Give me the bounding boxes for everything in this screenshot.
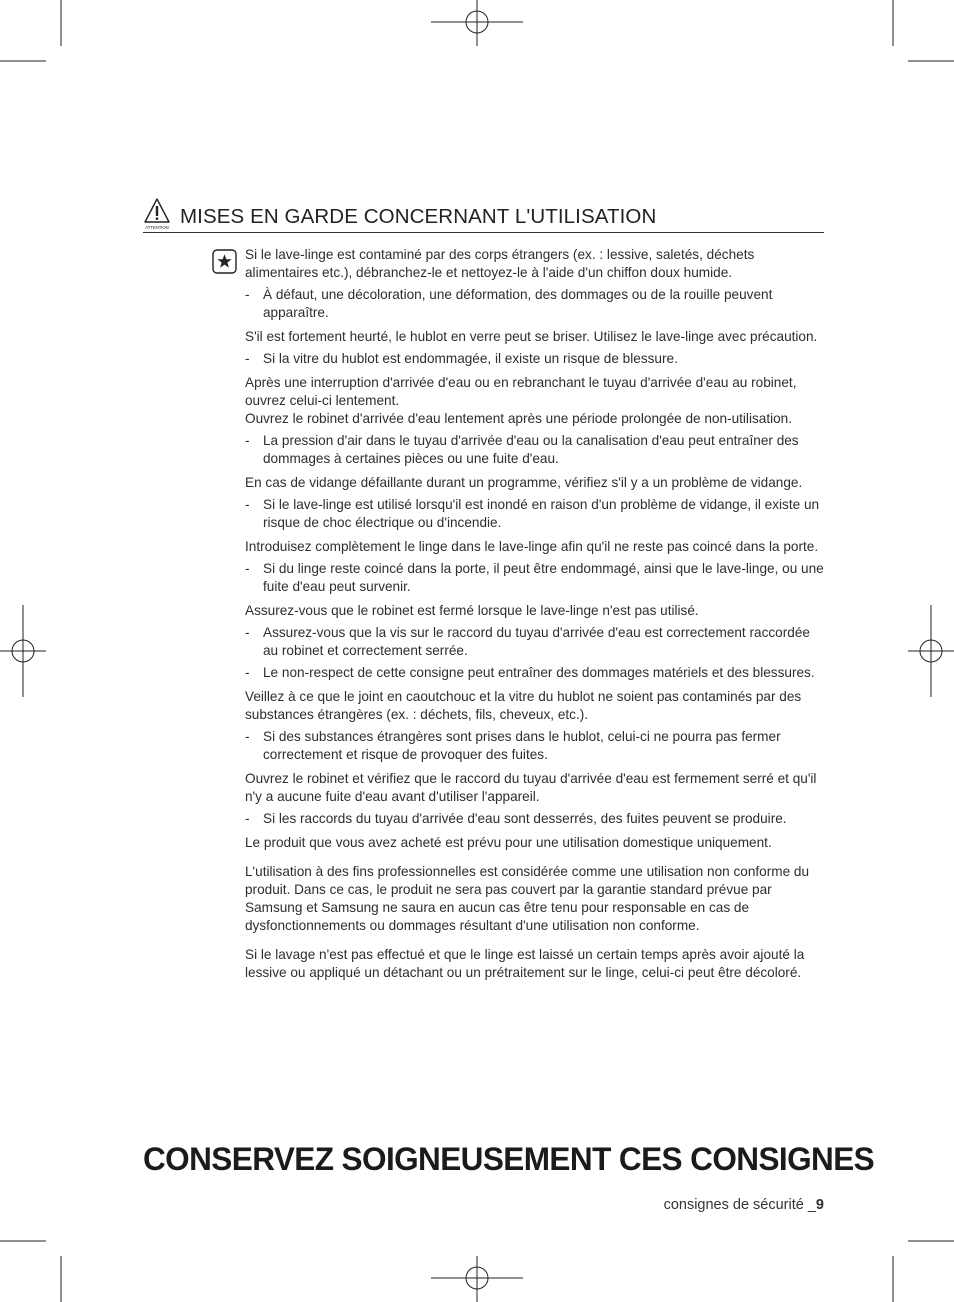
warning-text: Assurez-vous que le robinet est fermé lorsque le lave-linge n'est pas utilisé. — [245, 603, 699, 618]
warning-text: En cas de vidange défaillante durant un programme, vérifiez s'il y a un problème de vidange. — [245, 475, 803, 490]
warning-icon-label: ATTENTION — [145, 225, 169, 230]
section-header — [143, 197, 824, 233]
warning-triangle-icon — [143, 197, 171, 231]
warning-block — [245, 246, 827, 322]
warning-block — [245, 602, 827, 682]
warning-bullet — [245, 496, 827, 532]
warning-block — [245, 863, 827, 935]
warning-text: S'il est fortement heurté, le hublot en verre peut se briser. Utilisez le lave-linge avec précaution. — [245, 329, 818, 344]
bullet-dash: - — [245, 729, 250, 744]
warning-text: Le produit que vous avez acheté est prévu pour une utilisation domestique uniquement. — [245, 835, 772, 850]
warnings-body — [245, 246, 827, 993]
warning-bullet — [245, 728, 827, 764]
footer-label: consignes de sécurité — [663, 1197, 804, 1213]
bullet-dash: - — [245, 351, 250, 366]
warning-block — [245, 474, 827, 532]
bullet-dash: - — [245, 287, 250, 302]
bullet-text: Si des substances étrangères sont prises dans le hublot, celui-ci ne pourra pas fermer correctement et risque de provoquer des fuites. — [263, 729, 781, 762]
warning-block — [245, 770, 827, 828]
warning-bullet — [245, 432, 827, 468]
warning-bullet — [245, 624, 827, 660]
warning-block — [245, 328, 827, 368]
warning-block — [245, 946, 827, 982]
bullet-text: Si le lave-linge est utilisé lorsqu'il est inondé en raison d'un problème de vidange, il existe un risque de choc électrique ou d'incendie. — [263, 497, 820, 530]
warning-bullet — [245, 350, 827, 368]
star-note-icon — [212, 249, 237, 274]
warning-bullet — [245, 810, 827, 828]
warning-bullet — [245, 664, 827, 682]
bullet-text: Si la vitre du hublot est endommagée, il existe un risque de blessure. — [263, 351, 678, 366]
warning-block — [245, 688, 827, 764]
bullet-text: La pression d'air dans le tuyau d'arrivée d'eau ou la canalisation d'eau peut entraîner des dommages à certaines pièces ou une fuite d'eau. — [263, 433, 799, 466]
warning-bullet — [245, 286, 827, 322]
warning-text: Veillez à ce que le joint en caoutchouc et la vitre du hublot ne soient pas contaminés par des substances étrangères (ex. : déchets, fils, cheveux, etc.). — [245, 689, 802, 722]
bullet-text: À défaut, une décoloration, une déformation, des dommages ou de la rouille peuvent apparaître. — [263, 287, 773, 320]
warning-text: Si le lavage n'est pas effectué et que le linge est laissé un certain temps après avoir ajouté la lessive ou appliqué un détachant ou un prétraitement sur le linge, celui-ci peut être décoloré. — [245, 947, 805, 980]
page-footer — [664, 1197, 824, 1213]
warning-text: Ouvrez le robinet et vérifiez que le raccord du tuyau d'arrivée d'eau est fermement serré et qu'il n'y a aucune fuite d'eau avant d'utiliser l'appareil. — [245, 771, 817, 804]
warning-block — [245, 538, 827, 596]
bullet-text: Si les raccords du tuyau d'arrivée d'eau sont desserrés, des fuites peuvent se produire. — [263, 811, 787, 826]
warning-bullet — [245, 560, 827, 596]
warning-text: Après une interruption d'arrivée d'eau ou en rebranchant le tuyau d'arrivée d'eau au robinet, ouvrez celui-ci lentement. — [245, 375, 797, 408]
bullet-text: Si du linge reste coincé dans la porte, il peut être endommagé, ainsi que le lave-linge, ou une fuite d'eau peut survenir. — [263, 561, 824, 594]
warning-text: Introduisez complètement le linge dans le lave-linge afin qu'il ne reste pas coincé dans la porte. — [245, 539, 819, 554]
bullet-dash: - — [245, 433, 250, 448]
bullet-text: Assurez-vous que la vis sur le raccord du tuyau d'arrivée d'eau est correctement raccordée au robinet et correctement serrée. — [263, 625, 810, 658]
warning-block — [245, 374, 827, 468]
bullet-dash: - — [245, 625, 250, 640]
bullet-dash: - — [245, 811, 250, 826]
warning-text: Ouvrez le robinet d'arrivée d'eau lentement après une période prolongée de non-utilisation. — [245, 411, 793, 426]
warning-text: L'utilisation à des fins professionnelles est considérée comme une utilisation non conforme du produit. Dans ce cas, le produit ne sera pas couvert par la garantie standard prévue par Samsung et Samsung ne saura en aucun cas être tenu pour responsable en cas de dysfonctionnements ou dommages résultant d'une utilisation non conforme. — [245, 864, 810, 933]
page-heading: CONSERVEZ SOIGNEUSEMENT CES CONSIGNES — [143, 1141, 875, 1177]
bullet-text: Le non-respect de cette consigne peut entraîner des dommages matériels et des blessures. — [263, 665, 815, 680]
bullet-dash: - — [245, 665, 250, 680]
section-title: MISES EN GARDE CONCERNANT L'UTILISATION — [180, 205, 657, 228]
footer-separator: _ — [803, 1197, 816, 1213]
bullet-dash: - — [245, 561, 250, 576]
page-number: 9 — [815, 1197, 824, 1213]
warning-block — [245, 834, 827, 852]
warning-text: Si le lave-linge est contaminé par des corps étrangers (ex. : lessive, saletés, déchets alimentaires etc.), débranchez-le et nettoyez-le à l'aide d'un chiffon doux humide. — [245, 247, 755, 280]
bullet-dash: - — [245, 497, 250, 512]
